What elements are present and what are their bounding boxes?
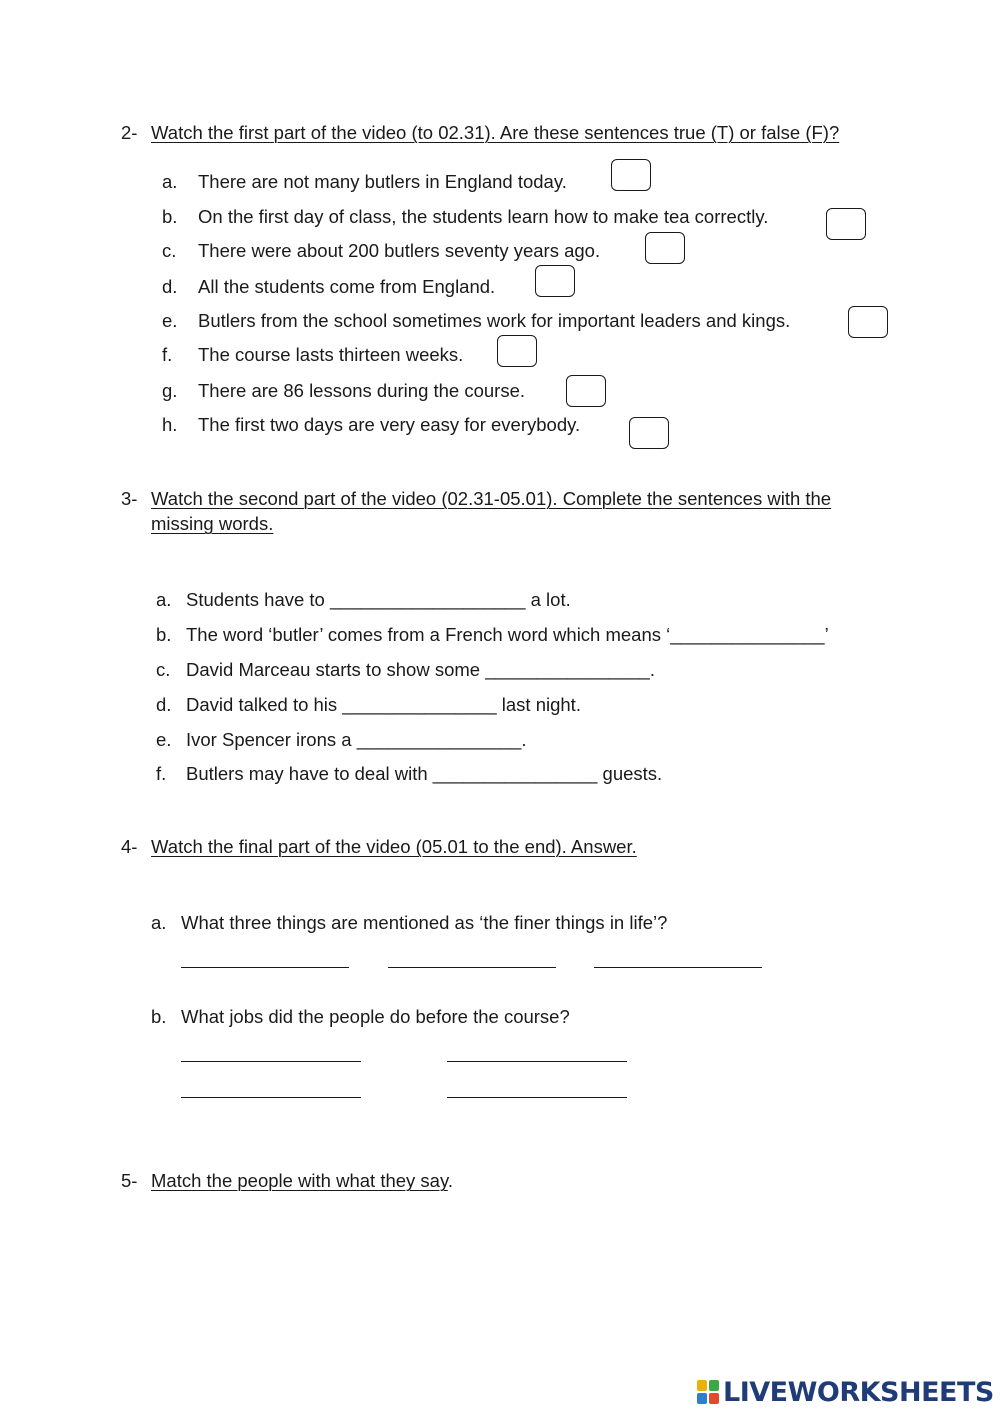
- q2-item-letter: e.: [162, 310, 178, 331]
- q2-item-text: There are not many butlers in England today.: [198, 171, 567, 192]
- q5-instruction: Match the people with what they say: [151, 1170, 448, 1191]
- q2-item-letter: d.: [162, 276, 178, 297]
- q3-item-text[interactable]: David talked to his _______________ last night.: [186, 694, 581, 715]
- q3-item-text[interactable]: Butlers may have to deal with ________________ guests.: [186, 763, 663, 784]
- logo-mark-icon: [697, 1380, 721, 1406]
- answer-line[interactable]: [181, 1061, 361, 1062]
- q3-number: 3-: [121, 488, 138, 509]
- q4-item-letter: a.: [151, 912, 167, 933]
- q3-item-letter: d.: [156, 694, 172, 715]
- q3-item-text[interactable]: David Marceau starts to show some ________________.: [186, 659, 655, 680]
- q2-item-letter: a.: [162, 171, 178, 192]
- q3-item-letter: e.: [156, 729, 172, 750]
- answer-line[interactable]: [447, 1061, 627, 1062]
- q2-item-letter: h.: [162, 414, 178, 435]
- q2-number: 2-: [121, 122, 138, 143]
- q3-item-letter: a.: [156, 589, 172, 610]
- answer-line[interactable]: [181, 1097, 361, 1098]
- answer-box-b[interactable]: [826, 208, 866, 240]
- q3-instruction-line1: Watch the second part of the video (02.31-05.01). Complete the sentences with the: [151, 488, 832, 509]
- q4-instruction: Watch the final part of the video (05.01 to the end). Answer.: [151, 836, 637, 857]
- q4-item-text: What three things are mentioned as ‘the finer things in life’?: [181, 912, 668, 933]
- q2-item-letter: g.: [162, 380, 178, 401]
- q4-item-letter: b.: [151, 1006, 167, 1027]
- answer-line[interactable]: [388, 967, 556, 968]
- q3-instruction-line2: missing words.: [151, 513, 274, 534]
- answer-box-c[interactable]: [645, 232, 685, 264]
- q2-item-text: The course lasts thirteen weeks.: [198, 344, 464, 365]
- logo-text: LIVEWORKSHEETS: [723, 1377, 994, 1408]
- liveworksheets-logo: [697, 1378, 994, 1408]
- q5-number: 5-: [121, 1170, 138, 1191]
- answer-box-a[interactable]: [611, 159, 651, 191]
- answer-line[interactable]: [447, 1097, 627, 1098]
- q2-item-text: On the first day of class, the students learn how to make tea correctly.: [198, 206, 769, 227]
- answer-box-e[interactable]: [848, 306, 888, 338]
- q3-item-text[interactable]: Ivor Spencer irons a ________________.: [186, 729, 527, 750]
- q3-item-letter: b.: [156, 624, 172, 645]
- q2-item-letter: f.: [162, 344, 173, 365]
- q4-item-text: What jobs did the people do before the course?: [181, 1006, 570, 1027]
- answer-box-h[interactable]: [629, 417, 669, 449]
- q3-item-text[interactable]: Students have to ___________________ a lot.: [186, 589, 571, 610]
- answer-box-d[interactable]: [535, 265, 575, 297]
- q2-item-text: Butlers from the school sometimes work for important leaders and kings.: [198, 310, 791, 331]
- q3-item-text[interactable]: The word ‘butler’ comes from a French word which means ‘_______________’: [186, 624, 829, 645]
- q2-item-letter: c.: [162, 240, 177, 261]
- q2-item-text: There were about 200 butlers seventy years ago.: [198, 240, 601, 261]
- q2-instruction: Watch the first part of the video (to 02.31). Are these sentences true (T) or false (F)?: [151, 122, 840, 143]
- answer-line[interactable]: [594, 967, 762, 968]
- q4-number: 4-: [121, 836, 138, 857]
- q2-item-text: All the students come from England.: [198, 276, 496, 297]
- q3-item-letter: c.: [156, 659, 171, 680]
- q2-item-text: There are 86 lessons during the course.: [198, 380, 526, 401]
- q2-item-text: The first two days are very easy for everybody.: [198, 414, 581, 435]
- answer-box-f[interactable]: [497, 335, 537, 367]
- answer-line[interactable]: [181, 967, 349, 968]
- q5-instruction-wrap: [151, 1170, 453, 1192]
- q2-item-letter: b.: [162, 206, 178, 227]
- answer-box-g[interactable]: [566, 375, 606, 407]
- q3-item-letter: f.: [156, 763, 167, 784]
- q5-period: .: [447, 1170, 453, 1191]
